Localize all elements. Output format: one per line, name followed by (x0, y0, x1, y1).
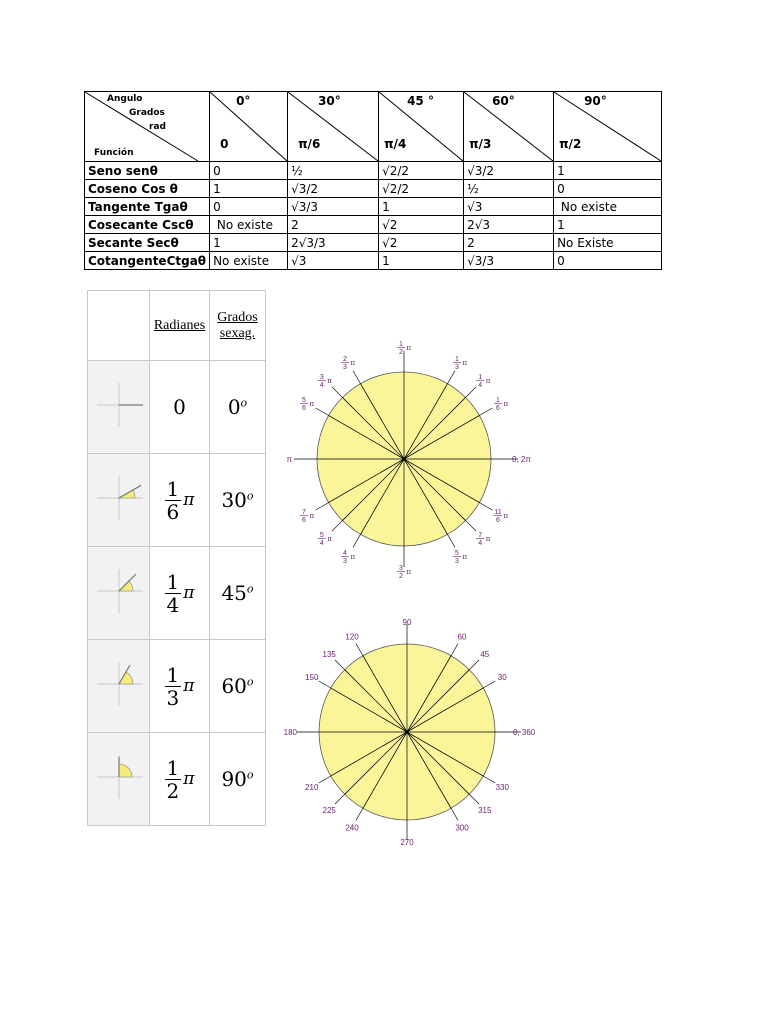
col-header-30 (288, 92, 379, 162)
value-cell: 1 (210, 234, 288, 252)
conversion-row (88, 454, 266, 547)
col-header-0 (210, 92, 288, 162)
degree-cell: 90$^o$ (210, 733, 266, 826)
value-cell: √2 (379, 234, 464, 252)
value-cell: 0 (554, 252, 662, 270)
fraction-denominator: 6 (302, 517, 306, 524)
trig-row-seno (85, 162, 662, 180)
angle-label-text: 30 (497, 673, 507, 682)
fraction-numerator: 3 (399, 565, 403, 572)
col-header-45 (379, 92, 464, 162)
fraction-numerator: 1 (455, 356, 459, 364)
function-name: CotangenteCtgaθ (85, 252, 210, 270)
value-cell: 1 (554, 216, 662, 234)
fraction-denominator: 3 (455, 557, 459, 565)
degree-cell: 60$^o$ (210, 640, 266, 733)
angle-label-180 (284, 728, 298, 737)
angle-label-210 (300, 509, 315, 524)
fraction-denominator: 6 (496, 517, 500, 524)
header-radianes: Radianes (150, 291, 210, 361)
trig-header-row (85, 92, 662, 162)
angle-label-300 (455, 823, 469, 832)
value-cell: √3 (288, 252, 379, 270)
trig-row-coseno (85, 180, 662, 198)
function-name: Cosecante Cscθ (85, 216, 210, 234)
function-name: Tangente Tgaθ (85, 198, 210, 216)
value-cell: 1 (379, 252, 464, 270)
angle-label-text: 120 (345, 632, 359, 642)
angle-label-text: 225 (322, 805, 336, 815)
angle-label-60 (453, 356, 468, 371)
angle-label-270 (397, 565, 412, 580)
fraction-denominator: 3 (343, 364, 347, 372)
value-cell: No existe (554, 198, 662, 216)
value-cell: √3/2 (464, 162, 554, 180)
col-rad: π/3 (469, 137, 492, 151)
value-cell: ½ (464, 180, 554, 198)
angle-label-150 (305, 673, 319, 682)
angle-label-180 (286, 455, 292, 464)
fraction-pi: π (462, 552, 468, 561)
angle-label-text: 45 (480, 650, 490, 660)
value-cell: 1 (210, 180, 288, 198)
angle-label-0 (512, 455, 531, 464)
col-deg: 0° (236, 94, 251, 108)
value-cell: 2 (464, 234, 554, 252)
fraction-numerator: 7 (302, 509, 306, 516)
fraction-pi: π (327, 376, 332, 385)
fraction-numerator: 1 (496, 397, 500, 404)
value-cell: √2/2 (379, 180, 464, 198)
radian-cell: $\frac{1}{2}$ π (150, 733, 210, 826)
degree-cell: 45$^o$ (210, 547, 266, 640)
value-cell: 0 (210, 162, 288, 180)
angle-label-text: 300 (455, 823, 469, 833)
fraction-pi: π (350, 359, 356, 368)
angle-60-icon (88, 640, 150, 733)
conversion-row (88, 640, 266, 733)
col-deg: 30° (318, 94, 341, 108)
angle-label-315 (476, 532, 491, 547)
fraction-denominator: 4 (319, 540, 324, 548)
angle-label-315 (478, 806, 492, 815)
radian-cell: 0 (150, 361, 210, 454)
fraction-denominator: 6 (302, 405, 306, 412)
trig-row-tangente (85, 198, 662, 216)
value-cell: ½ (288, 162, 379, 180)
corner-grados: Grados (129, 108, 165, 118)
fraction-denominator: 2 (399, 349, 403, 356)
function-name: Secante Secθ (85, 234, 210, 252)
angle-45-icon (88, 547, 150, 640)
value-cell: No existe (210, 216, 288, 234)
corner-funcion: Función (94, 148, 134, 158)
angle-label-330 (496, 783, 510, 792)
angle-label-45 (480, 650, 489, 659)
conversion-row (88, 733, 266, 826)
fraction-pi: π (309, 512, 315, 520)
angle-90-icon (88, 733, 150, 826)
value-cell: √2/2 (379, 162, 464, 180)
value-cell: 0 (210, 198, 288, 216)
fraction-pi: π (406, 568, 412, 576)
trig-row-secante (85, 234, 662, 252)
fraction-pi: π (503, 400, 509, 408)
conversion-row (88, 361, 266, 454)
value-cell: √3/3 (464, 252, 554, 270)
angle-label-240 (341, 550, 356, 565)
fraction-denominator: 3 (343, 557, 347, 565)
angle-label-240 (345, 823, 359, 832)
col-rad: π/6 (298, 137, 321, 151)
col-rad: π/4 (384, 137, 407, 151)
value-cell: √3/2 (288, 180, 379, 198)
degree-cell: 30$^o$ (210, 454, 266, 547)
fraction-denominator: 3 (455, 364, 459, 372)
function-name: Seno senθ (85, 162, 210, 180)
col-deg: 45 ° (407, 94, 434, 108)
angle-label-150 (300, 397, 315, 412)
angle-label-0 (513, 728, 536, 737)
angle-label-225 (323, 806, 337, 815)
fraction-pi: π (406, 344, 412, 352)
angle-label-120 (345, 633, 359, 642)
degree-cell: 0$^o$ (210, 361, 266, 454)
angle-label-135 (318, 374, 333, 389)
header-grados: Grados sexag. (210, 291, 266, 361)
value-cell: 1 (379, 198, 464, 216)
angle-label-text: 210 (305, 783, 319, 792)
fraction-numerator: 5 (455, 549, 459, 557)
value-cell: 2√3/3 (288, 234, 379, 252)
col-rad: π/2 (559, 137, 582, 151)
angle-label-30 (494, 397, 509, 412)
corner-angulo: Angulo (107, 94, 143, 104)
fraction-numerator: 3 (319, 373, 324, 381)
angle-label-text: 60 (457, 632, 467, 642)
value-cell: 2 (288, 216, 379, 234)
angle-label-text: 150 (305, 673, 319, 682)
value-cell: √3 (464, 198, 554, 216)
angle-label-270 (400, 838, 414, 847)
fraction-numerator: 2 (343, 356, 347, 364)
fraction-pi: π (485, 376, 491, 385)
angle-label-text: 135 (322, 650, 336, 660)
trig-row-cosecante (85, 216, 662, 234)
fraction-numerator: 5 (302, 397, 306, 404)
angle-label-330 (494, 509, 509, 524)
fraction-pi: π (503, 512, 509, 520)
fraction-numerator: 1 (399, 341, 403, 348)
angle-label-text: π (286, 455, 292, 464)
value-cell: 2√3 (464, 216, 554, 234)
angle-label-90 (403, 618, 412, 627)
value-cell: √3/3 (288, 198, 379, 216)
angle-label-text: 330 (495, 783, 509, 792)
conversion-row (88, 547, 266, 640)
fraction-numerator: 1 (478, 373, 483, 381)
function-name: Coseno Cos θ (85, 180, 210, 198)
angle-label-text: 90 (402, 618, 412, 627)
value-cell: 1 (554, 162, 662, 180)
radian-cell: $\frac{1}{4}$ π (150, 547, 210, 640)
col-deg: 60° (492, 94, 515, 108)
fraction-pi: π (327, 535, 332, 544)
fraction-numerator: 4 (343, 549, 347, 557)
col-deg: 90° (584, 94, 607, 108)
angle-label-text: 240 (345, 823, 359, 833)
value-cell: No Existe (554, 234, 662, 252)
conversion-header-row (88, 291, 266, 361)
angle-label-text: 180 (283, 728, 297, 737)
trig-row-cotangente (85, 252, 662, 270)
radian-cell: $\frac{1}{6}$ π (150, 454, 210, 547)
degree-unit-circle (283, 618, 536, 850)
fraction-denominator: 4 (319, 381, 324, 389)
fraction-denominator: 4 (478, 540, 483, 548)
angle-30-icon (88, 454, 150, 547)
corner-rad: rad (149, 122, 166, 132)
fraction-pi: π (462, 359, 468, 368)
fraction-denominator: 6 (496, 405, 500, 412)
angle-label-225 (318, 532, 333, 547)
trig-values-table (84, 91, 662, 270)
fraction-pi: π (309, 400, 315, 408)
corner-cell (85, 92, 210, 162)
angle-label-text: 0, 360 (513, 728, 536, 737)
angle-label-120 (341, 356, 356, 371)
fraction-pi: π (485, 535, 491, 544)
angle-label-300 (453, 550, 468, 565)
radian-unit-circle (285, 340, 531, 580)
col-rad: 0 (220, 137, 229, 151)
col-header-60 (464, 92, 554, 162)
angle-label-60 (458, 633, 467, 642)
angle-label-135 (323, 650, 337, 659)
angle-label-210 (305, 783, 319, 792)
radian-cell: $\frac{1}{3}$ π (150, 640, 210, 733)
fraction-numerator: 7 (478, 532, 483, 540)
angle-label-text: 270 (400, 838, 414, 847)
fraction-pi: π (350, 552, 356, 561)
angle-label-text: 0, 2π (512, 455, 531, 464)
value-cell: No existe (210, 252, 288, 270)
angle-0-icon (88, 361, 150, 454)
fraction-numerator: 11 (494, 509, 502, 516)
value-cell: √2 (379, 216, 464, 234)
fraction-denominator: 4 (478, 381, 483, 389)
col-header-90 (554, 92, 662, 162)
fraction-numerator: 5 (319, 532, 324, 540)
header-blank-cell (88, 291, 150, 361)
conversion-table (87, 290, 266, 826)
angle-label-30 (498, 673, 507, 682)
value-cell: 0 (554, 180, 662, 198)
angle-label-45 (476, 374, 491, 389)
fraction-denominator: 2 (399, 573, 403, 580)
angle-label-text: 315 (478, 805, 492, 815)
